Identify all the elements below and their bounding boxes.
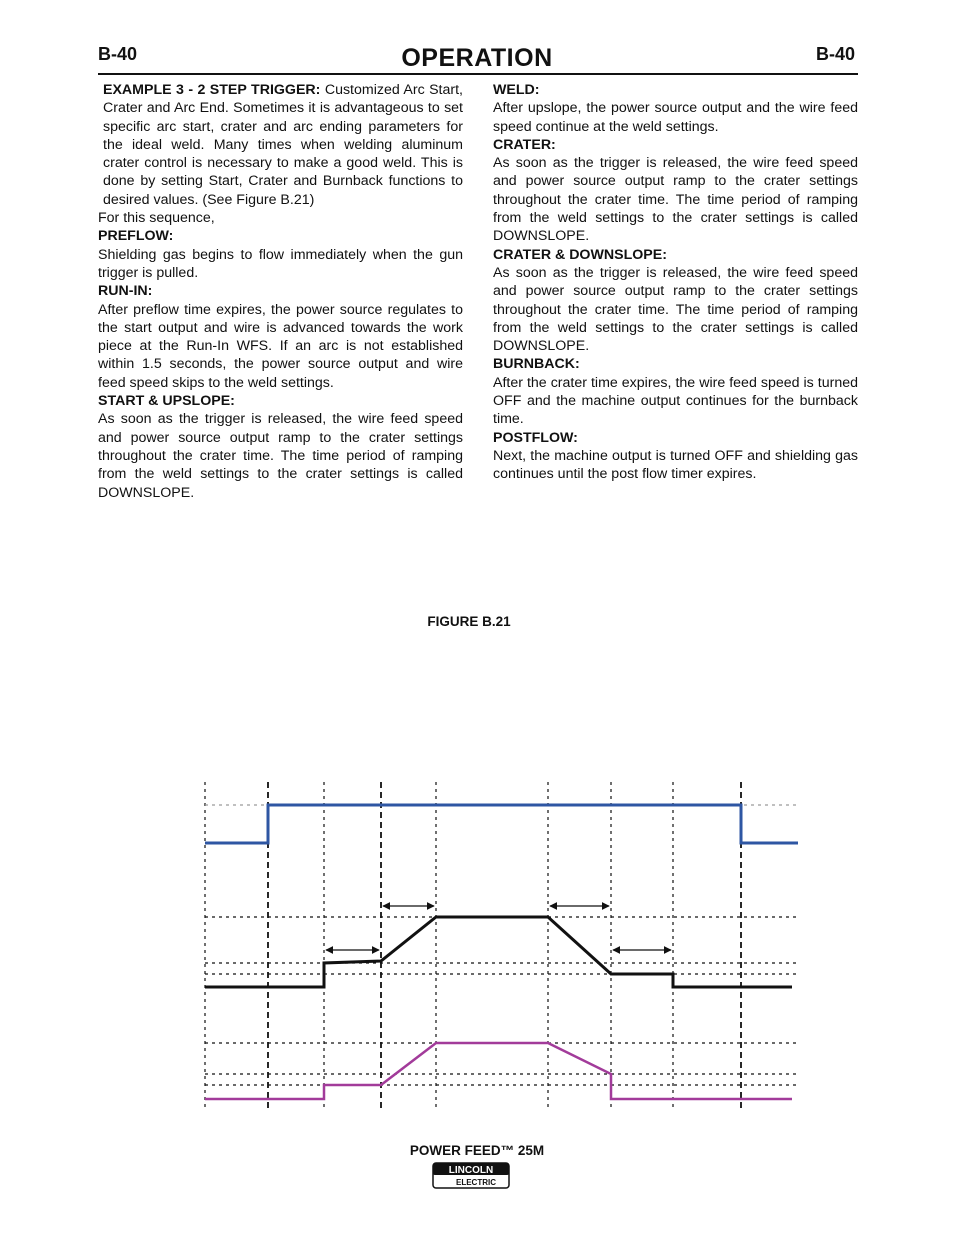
header-rule bbox=[98, 73, 858, 75]
weld-text: After upslope, the power source output and the wire feed speed continue at the weld settings. bbox=[493, 100, 858, 135]
example-heading: EXAMPLE 3 - 2 STEP TRIGGER: bbox=[103, 82, 321, 98]
start-upslope-heading: START & UPSLOPE: bbox=[98, 393, 235, 410]
logo-top-text: LINCOLN bbox=[448, 1165, 494, 1176]
burnback-heading: BURNBACK: bbox=[493, 356, 580, 373]
runin-text: After preflow time expires, the power source regulates to the start output and wire is advanced towards the work piece at the Run-In WFS. If an arc is not established within 1.5 seconds, the power source output and wire feed speed skips to the weld settings. bbox=[98, 301, 463, 391]
power-output-trace bbox=[205, 1043, 792, 1099]
crater-text: As soon as the trigger is released, the wire feed speed and power source output ramp to the crater settings throughout the crater time. The time period of ramping from the weld settings to the crater settings is called DOWNSLOPE. bbox=[493, 155, 858, 245]
right-column bbox=[493, 81, 858, 484]
page-title: OPERATION bbox=[401, 44, 553, 72]
trigger-signal-trace bbox=[205, 805, 798, 843]
left-column bbox=[98, 81, 463, 502]
burnback-text: After the crater time expires, the wire feed speed is turned OFF and the machine output continues for the burnback time. bbox=[493, 374, 858, 428]
page-number-left: B-40 bbox=[98, 44, 138, 64]
preflow-heading: PREFLOW: bbox=[98, 228, 174, 245]
example-text: Customized Arc Start, Crater and Arc End. Sometimes it is advantageous to set specific arc start, crater and arc ending parameters for the ideal weld. Many times when welding aluminum crater control is necessary to make a good weld. This is done by setting Start, Crater and Burnback functions to desired values. (See Figure B.21) bbox=[103, 82, 463, 208]
example-paragraph bbox=[98, 81, 463, 209]
start-upslope-text: As soon as the trigger is released, the wire feed speed and power source output ramp to the crater settings throughout the crater time. The time period of ramping from the weld settings to the crater settings is called DOWNSLOPE. bbox=[98, 411, 463, 501]
postflow-text: Next, the machine output is turned OFF and shielding gas continues until the post flow timer expires. bbox=[493, 447, 858, 483]
logo-bottom-text: ELECTRIC bbox=[456, 1178, 496, 1187]
page-number-right: B-40 bbox=[816, 44, 856, 64]
crater-heading: CRATER: bbox=[493, 136, 556, 153]
footer-product-name: POWER FEED™ 25M bbox=[409, 1143, 545, 1158]
crater-downslope-text: As soon as the trigger is released, the wire feed speed and power source output ramp to the crater settings throughout the crater time. The time period of ramping from the weld settings to the crater settings is called DOWNSLOPE. bbox=[493, 264, 858, 355]
figure-caption: FIGURE B.21 bbox=[427, 614, 511, 629]
sequence-intro: For this sequence, bbox=[98, 210, 215, 227]
timing-arrows bbox=[326, 906, 671, 950]
crater-downslope-heading: CRATER & DOWNSLOPE: bbox=[493, 246, 667, 263]
postflow-heading: POSTFLOW: bbox=[493, 429, 578, 446]
preflow-text: Shielding gas begins to flow immediately when the gun trigger is pulled. bbox=[98, 246, 463, 281]
vertical-guides bbox=[205, 782, 741, 1108]
lincoln-electric-logo bbox=[432, 1162, 512, 1190]
runin-heading: RUN-IN: bbox=[98, 283, 153, 300]
wire-feed-speed-trace bbox=[205, 917, 792, 987]
timing-diagram bbox=[0, 770, 954, 1115]
weld-heading: WELD: bbox=[493, 82, 540, 98]
